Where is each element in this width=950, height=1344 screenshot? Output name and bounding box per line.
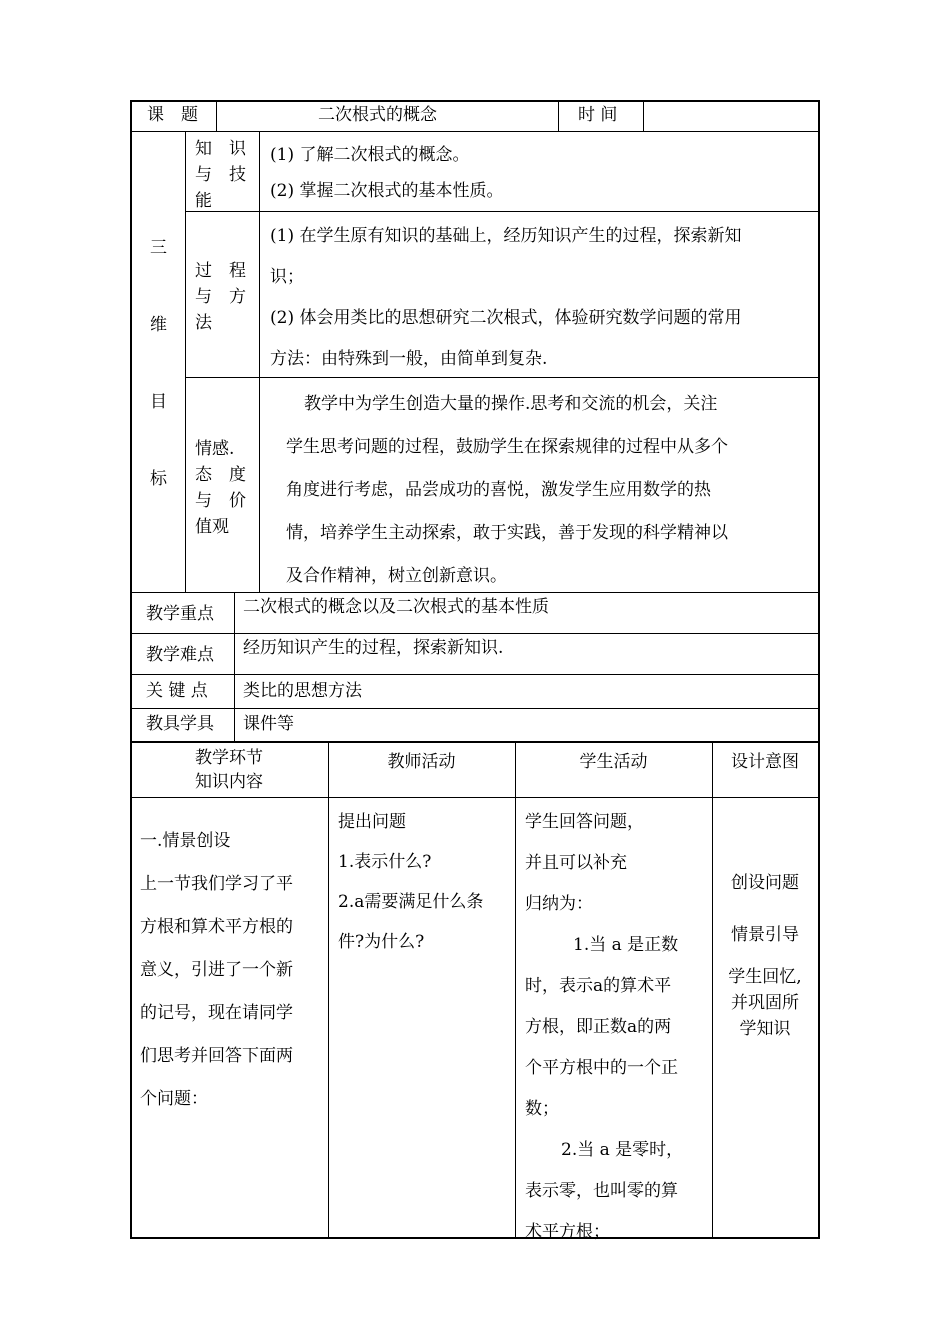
emotion-label [195,436,246,540]
knowledge-item: (2) 掌握二次根式的基本性质。 [270,181,504,201]
student-line: 1.当 a 是正数 [539,935,679,955]
segment-line: 方根和算术平方根的 [140,917,293,937]
segment-line: 上一节我们学习了平 [140,874,293,894]
time-label: 时 间 [578,105,618,125]
divider [259,131,260,593]
student-line: 表示零，也叫零的算 [525,1181,678,1201]
intent-line: 学生回忆, [728,967,802,987]
student-line: 2.当 a 是零时， [527,1140,684,1160]
table-right-border [818,100,820,1239]
student-line: 方根，即正数a的两 [525,1017,672,1037]
key-point-label: 关 键 点 [146,681,208,701]
difficulty-label: 教学难点 [146,645,214,665]
teacher-activity-header: 教师活动 [387,752,456,772]
process-line: 识； [270,267,304,287]
divider [130,633,820,634]
intent-line: 创设问题 [731,873,799,893]
segment-header-line: 教学环节 [195,748,263,768]
emotion-line: 教学中为学生创造大量的操作.思考和交流的机会，关注 [270,394,718,414]
knowledge-label [195,136,246,214]
process-label [195,258,246,336]
divider [216,100,217,132]
student-line: 学生回答问题， [525,812,644,832]
teacher-line: 1.表示什么? [338,852,432,872]
intent-line: 情景引导 [731,925,799,945]
student-activity-content [525,802,683,1253]
knowledge-label-line: 与 技 [195,165,246,185]
segment-header [130,746,328,794]
student-line: 并且可以补充 [525,853,627,873]
divider [515,742,516,1238]
divider [234,592,235,742]
segment-line: 的记号，现在请同学 [140,1003,293,1023]
emotion-line: 角度进行考虑，品尝成功的喜悦，激发学生应用数学的热 [286,480,711,500]
student-activity-header: 学生活动 [579,752,648,772]
knowledge-item: (1) 了解二次根式的概念。 [270,145,470,165]
topic-title: 二次根式的概念 [318,105,437,125]
emotion-line: 及合作精神，树立创新意识。 [286,566,507,586]
teacher-line: 件?为什么? [338,932,425,952]
knowledge-label-line: 能 [195,191,212,211]
divider [130,131,820,132]
divider [130,797,820,798]
design-intent-header: 设计意图 [731,752,799,772]
emotion-line: 情，培养学生主动探索，敢于实践，善于发现的科学精神以 [286,523,728,543]
objectives-label-char: 维 [150,315,167,335]
knowledge-content [270,137,503,209]
segment-line: 们思考并回答下面两 [140,1046,293,1066]
segment-header-line: 知识内容 [195,772,263,792]
student-line: 数； [525,1099,559,1119]
divider [130,708,820,709]
tools-value: 课件等 [243,714,294,734]
process-line: (1) 在学生原有知识的基础上，经历知识产生的过程，探索新知 [270,226,742,246]
table-left-border [130,100,132,1239]
table-bottom-border [130,1237,820,1239]
focus-label: 教学重点 [146,604,214,624]
emotion-label-line: 态 度 [195,465,246,485]
tools-label: 教具学具 [146,714,214,734]
design-intent-content [712,872,818,1042]
segment-content [140,820,293,1121]
student-line: 时，表示a的算术平 [525,976,672,996]
student-line: 个平方根中的一个正 [525,1058,678,1078]
emotion-line: 学生思考问题的过程，鼓励学生在探索规律的过程中从多个 [286,437,728,457]
topic-label: 课 题 [147,105,198,125]
segment-line: 个问题： [140,1089,208,1109]
intent-line: 学知识 [739,1019,791,1039]
process-line: 方法：由特殊到一般，由简单到复杂. [270,349,548,369]
divider [185,131,186,593]
objectives-label-char: 目 [150,392,167,412]
emotion-label-line: 值观 [195,517,229,537]
process-label-line: 法 [195,313,212,333]
key-point-value: 类比的思想方法 [243,681,362,701]
objectives-label-char: 标 [150,469,167,489]
process-line: (2) 体会用类比的思想研究二次根式，体验研究数学问题的常用 [270,308,742,328]
intent-line: 并巩固所 [731,993,799,1013]
teacher-line: 提出问题 [338,812,406,832]
student-line: 归纳为： [525,894,593,914]
divider [185,211,820,212]
segment-line: 意义，引进了一个新 [140,960,293,980]
divider [130,674,820,675]
process-label-line: 过 程 [195,261,246,281]
objectives-label-char: 三 [150,238,167,258]
teacher-activity-content [338,802,483,962]
process-content [270,216,741,380]
student-line: 术平方根； [525,1222,610,1242]
emotion-label-line: 与 价 [195,491,246,511]
divider [643,100,644,132]
divider [558,100,559,132]
divider [328,742,329,1238]
divider [130,741,820,743]
segment-line: 一.情景创设 [140,831,231,851]
emotion-label-line: 情感. [195,439,235,459]
knowledge-label-line: 知 识 [195,139,246,159]
difficulty-value: 经历知识产生的过程，探索新知识. [243,638,504,658]
process-label-line: 与 方 [195,287,246,307]
teacher-line: 2.a需要满足什么条 [338,892,484,912]
emotion-content [270,383,728,598]
focus-value: 二次根式的概念以及二次根式的基本性质 [243,597,549,617]
table-top-border [130,100,820,102]
